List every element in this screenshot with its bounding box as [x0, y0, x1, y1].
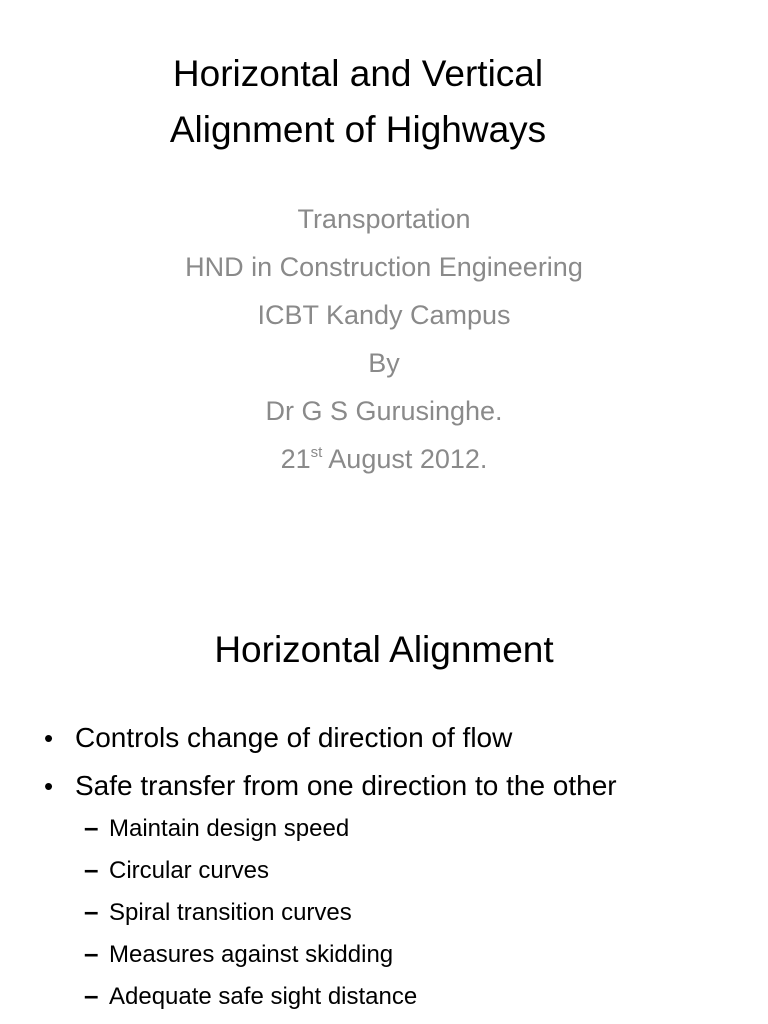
subtitle-by: By [368, 348, 400, 378]
title-line-1: Horizontal and Vertical [172, 53, 544, 94]
bullet-text: Controls change of direction of flow [75, 722, 513, 753]
subtitle-campus: ICBT Kandy Campus [257, 300, 511, 330]
dash-marker: – [84, 812, 99, 842]
sub-bullet-text: Spiral transition curves [109, 899, 352, 926]
bullet-item [44, 714, 764, 762]
slide-2-title: Horizontal Alignment [214, 629, 554, 670]
presentation-title [100, 46, 616, 158]
sub-bullet-text: Adequate safe sight distance [109, 983, 418, 1010]
sub-bullet-item [84, 976, 684, 1018]
dash-marker: – [84, 980, 99, 1010]
sub-bullet-list [84, 808, 684, 1018]
sub-bullet-item [84, 850, 684, 892]
dash-marker: – [84, 854, 99, 884]
bullet-marker: • [44, 771, 54, 801]
date-day: 21 [280, 444, 311, 474]
sub-bullet-item [84, 934, 684, 976]
title-line-2: Alignment of Highways [169, 109, 547, 150]
sub-bullet-item [84, 892, 684, 934]
dash-marker: – [84, 938, 99, 968]
subtitle-program: HND in Construction Engineering [185, 252, 583, 282]
sub-bullet-text: Circular curves [109, 857, 270, 884]
date-rest: August 2012. [322, 444, 488, 474]
sub-bullet-text: Measures against skidding [109, 941, 394, 968]
subtitle-block [0, 195, 768, 483]
bullet-item [44, 762, 764, 810]
subtitle-date [0, 435, 768, 483]
bullet-text: Safe transfer from one direction to the other [75, 770, 617, 801]
sub-bullet-item [84, 808, 684, 850]
subtitle-course: Transportation [297, 204, 471, 234]
sub-bullet-text: Maintain design speed [109, 815, 350, 842]
subtitle-author: Dr G S Gurusinghe. [265, 396, 503, 426]
bullet-marker: • [44, 723, 54, 753]
date-suffix: st [310, 444, 323, 461]
bullet-list [44, 714, 764, 810]
dash-marker: – [84, 896, 99, 926]
